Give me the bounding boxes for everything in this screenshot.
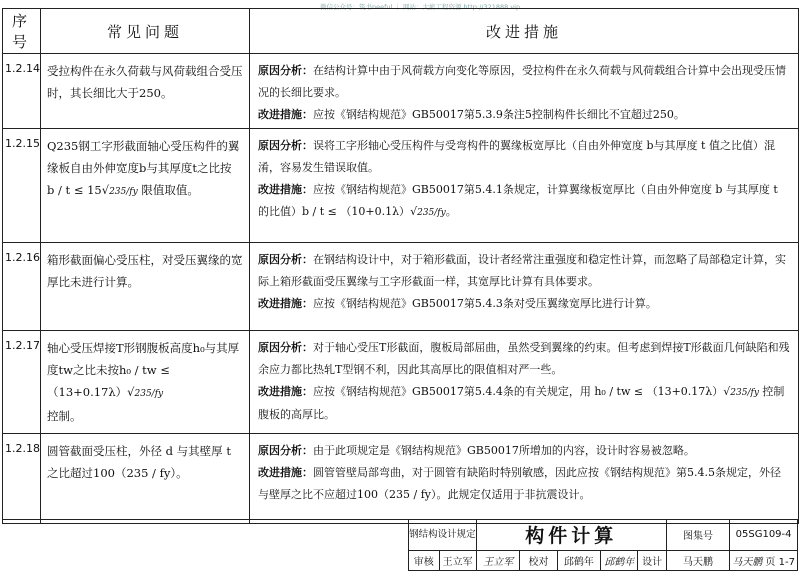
row-problem <box>41 331 250 434</box>
problem-formula-root: 235/fy <box>109 187 138 197</box>
measure-text: 圆管管壁局部弯曲，对于圆管有缺陷时特别敏感，因此应按《钢结构规范》第5.4.5条规定，外径与壁厚之比不应超过100（235 / fy）。此规定仅适用于非抗震设计。 <box>258 466 781 501</box>
measure-label: 改进措施： <box>258 108 313 121</box>
problem-text-end: 限值取值。 <box>137 183 199 197</box>
tb-check-label: 校对 <box>520 550 557 570</box>
sqrt-icon: √ <box>101 183 110 197</box>
table-row <box>3 54 799 129</box>
measure-text: 应按《钢结构规范》GB50017第5.4.1条规定，计算翼缘板宽厚比（自由外伸宽度 b 与其厚度 t 的比值）b / t ≤ （10+0.1λ） <box>258 183 778 218</box>
analysis-text: 由于此项规定是《钢结构规范》GB50017所增加的内容，设计时容易被忽略。 <box>313 444 695 457</box>
measure-label: 改进措施： <box>258 297 313 310</box>
bottom-border-line <box>2 519 408 520</box>
tb-category: 钢结构设计规定 <box>409 520 477 551</box>
row-problem: 箱形截面偏心受压柱，对受压翼缘的宽厚比未进行计算。 <box>41 243 250 331</box>
problem-formula: b / t ≤ 15 <box>47 183 102 197</box>
row-problem: 圆管截面受压柱，外径 d 与其壁厚 t 之比超过100（235 / fy）。 <box>41 434 250 524</box>
row-id: 1.2.17 <box>3 331 41 434</box>
analysis-label: 原因分析： <box>258 444 313 457</box>
tb-check-name: 邱鹤年 <box>557 550 601 570</box>
tb-design-signature: 马天鹏 <box>732 556 763 568</box>
row-measure <box>250 243 799 331</box>
problem-text: Q235钢工字形截面轴心受压构件的翼缘板自由外伸宽度b与其厚度t之比按 <box>47 139 240 175</box>
measure-text: 应按《钢结构规范》GB50017第5.3.9条注5控制构件长细比不宜超过250。 <box>313 108 685 121</box>
tb-page-no: 1-7 <box>778 556 795 568</box>
row-id: 1.2.14 <box>3 54 41 129</box>
measure-label: 改进措施： <box>258 183 313 196</box>
measure-label: 改进措施： <box>258 466 313 479</box>
row-id: 1.2.16 <box>3 243 41 331</box>
measure-formula-root: 235/fy <box>730 388 759 398</box>
problem-text: 轴心受压焊接T形钢腹板高度h₀与其厚度tw之比未按h₀ / tw ≤ （13+0.17λ） <box>47 341 240 399</box>
sqrt-icon: √ <box>127 385 135 399</box>
tb-review-signature: 王立军 <box>476 550 520 570</box>
tb-atlas-label: 图集号 <box>666 520 729 551</box>
measure-formula-root: 235/fy <box>417 208 446 218</box>
measure-text-end: 控制腹板的高厚比。 <box>258 385 785 421</box>
header-problem: 常见问题 <box>41 9 250 54</box>
tb-design-name: 马天鹏 <box>666 550 729 570</box>
measure-text: 应按《钢结构规范》GB50017第5.4.4条的有关规定，用 h₀ / tw ≤ （13+0.17λ） <box>313 385 724 398</box>
row-problem <box>41 129 250 243</box>
table-row <box>3 434 799 524</box>
tb-atlas-no: 05SG109-4 <box>730 520 798 551</box>
row-id: 1.2.18 <box>3 434 41 524</box>
tb-title: 构件计算 <box>476 520 666 551</box>
problem-formula-root: 235/fy <box>134 389 164 399</box>
analysis-text: 误将工字形轴心受压构件与受弯构件的翼缘板宽厚比（自由外伸宽度 b与其厚度 t 值之比值）混淆，容易发生错误取值。 <box>258 139 775 174</box>
sqrt-icon: √ <box>410 205 418 218</box>
row-measure <box>250 129 799 243</box>
header-measure: 改进措施 <box>250 9 799 54</box>
table-row <box>3 331 799 434</box>
analysis-label: 原因分析： <box>258 64 313 77</box>
table-row <box>3 129 799 243</box>
analysis-text: 对于轴心受压T形截面，腹板局部屈曲，虽然受到翼缘的约束。但考虑到焊接T形截面几何缺陷和残余应力都比热轧T型钢不利，因此其高厚比的限值相对严一些。 <box>258 341 790 376</box>
table-row <box>3 243 799 331</box>
row-problem: 受拉构件在永久荷载与风荷载组合受压时，其长细比大于250。 <box>41 54 250 129</box>
row-measure <box>250 434 799 524</box>
analysis-label: 原因分析： <box>258 341 313 354</box>
sqrt-icon: √ <box>723 385 731 398</box>
header-id: 序号 <box>3 9 41 54</box>
analysis-label: 原因分析： <box>258 253 313 266</box>
tb-design-label: 设计 <box>638 550 666 570</box>
watermark-text: 微信公众号：筑书neeful ｜ 网站：大熊工程资源 http://321888.vip <box>320 3 521 11</box>
row-measure <box>250 54 799 129</box>
tb-page-label: 页 <box>765 556 776 568</box>
tb-review-label: 审核 <box>409 550 440 570</box>
tb-check-signature: 邱鹤年 <box>601 550 638 570</box>
analysis-text: 在结构计算中由于风荷载方向变化等原因，受拉构件在永久荷载与风荷载组合计算中会出现受压情况的长细比要求。 <box>258 64 786 99</box>
analysis-text: 在钢结构设计中，对于箱形截面，设计者经常注重强度和稳定性计算，而忽略了局部稳定计算，实际上箱形截面受压翼缘与工字形截面一样，其宽厚比计算有具体要求。 <box>258 253 786 288</box>
title-block <box>408 519 798 571</box>
table-header-row <box>3 9 799 54</box>
tb-page <box>730 550 798 570</box>
issues-table <box>2 8 799 524</box>
measure-text: 应按《钢结构规范》GB50017第5.4.3条对受压翼缘宽厚比进行计算。 <box>313 297 657 310</box>
analysis-label: 原因分析： <box>258 139 313 152</box>
tb-review-name: 王立军 <box>439 550 476 570</box>
row-measure <box>250 331 799 434</box>
measure-label: 改进措施： <box>258 385 313 398</box>
row-id: 1.2.15 <box>3 129 41 243</box>
problem-text-end: 控制。 <box>47 409 82 423</box>
measure-text-end: 。 <box>445 205 457 218</box>
